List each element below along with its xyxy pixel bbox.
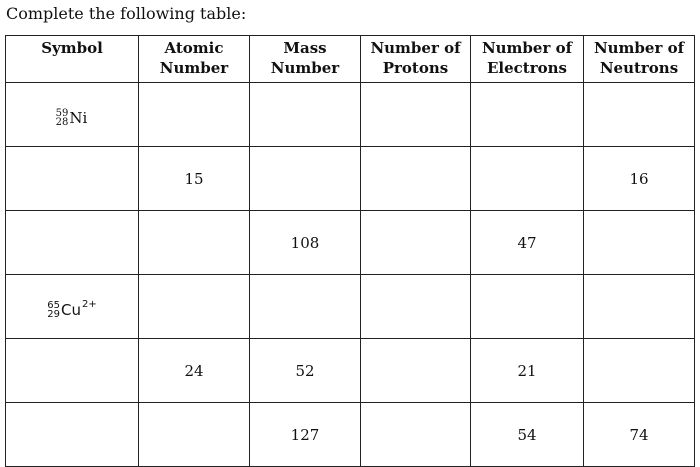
symbol-cell[interactable] [6,147,139,211]
instruction-text: Complete the following table: [6,4,247,23]
protons-cell[interactable] [361,211,471,275]
symbol-cell[interactable] [6,339,139,403]
neutrons-cell[interactable] [584,275,695,339]
neutrons-cell[interactable] [584,83,695,147]
header-protons: Number of Protons [361,36,471,83]
atomic-number-cell[interactable] [139,403,250,467]
neutrons-cell[interactable] [584,211,695,275]
protons-cell[interactable] [361,275,471,339]
nuclide-element: Ni [69,109,88,127]
nuclide-mass-number: 65 [47,300,60,311]
protons-cell[interactable] [361,147,471,211]
symbol-cell [6,275,139,339]
atomic-number-cell: 24 [139,339,250,403]
table-row [6,211,695,275]
mass-number-cell: 127 [250,403,361,467]
mass-number-cell: 108 [250,211,361,275]
table-row [6,147,695,211]
protons-cell[interactable] [361,403,471,467]
mass-number-cell[interactable] [250,83,361,147]
table-row [6,83,695,147]
electrons-cell[interactable] [471,275,584,339]
atomic-number-cell[interactable] [139,211,250,275]
neutrons-cell[interactable] [584,339,695,403]
table-row [6,403,695,467]
table-row [6,339,695,403]
nuclide-table [5,35,695,467]
mass-number-cell[interactable] [250,275,361,339]
nuclide-charge: 2+ [81,298,97,310]
electrons-cell[interactable] [471,147,584,211]
electrons-cell: 54 [471,403,584,467]
header-mass-number: Mass Number [250,36,361,83]
nuclide-atomic-number: 28 [55,117,69,128]
nuclide-symbol [56,109,89,127]
header-symbol: Symbol [6,36,139,83]
atomic-number-cell: 15 [139,147,250,211]
symbol-cell[interactable] [6,403,139,467]
nuclide-symbol [47,298,97,320]
electrons-cell[interactable] [471,83,584,147]
symbol-cell [6,83,139,147]
protons-cell[interactable] [361,339,471,403]
nuclide-element: Cu [61,301,81,319]
header-neutrons: Number of Neutrons [584,36,695,83]
protons-cell[interactable] [361,83,471,147]
nuclide-mass-number: 59 [55,108,69,119]
mass-number-cell[interactable] [250,147,361,211]
atomic-number-cell[interactable] [139,83,250,147]
electrons-cell: 47 [471,211,584,275]
neutrons-cell: 16 [584,147,695,211]
symbol-cell[interactable] [6,211,139,275]
header-row [6,36,695,83]
table-row [6,275,695,339]
neutrons-cell: 74 [584,403,695,467]
header-atomic-number: Atomic Number [139,36,250,83]
header-electrons: Number of Electrons [471,36,584,83]
electrons-cell: 21 [471,339,584,403]
mass-number-cell: 52 [250,339,361,403]
nuclide-atomic-number: 29 [47,309,60,320]
atomic-number-cell[interactable] [139,275,250,339]
